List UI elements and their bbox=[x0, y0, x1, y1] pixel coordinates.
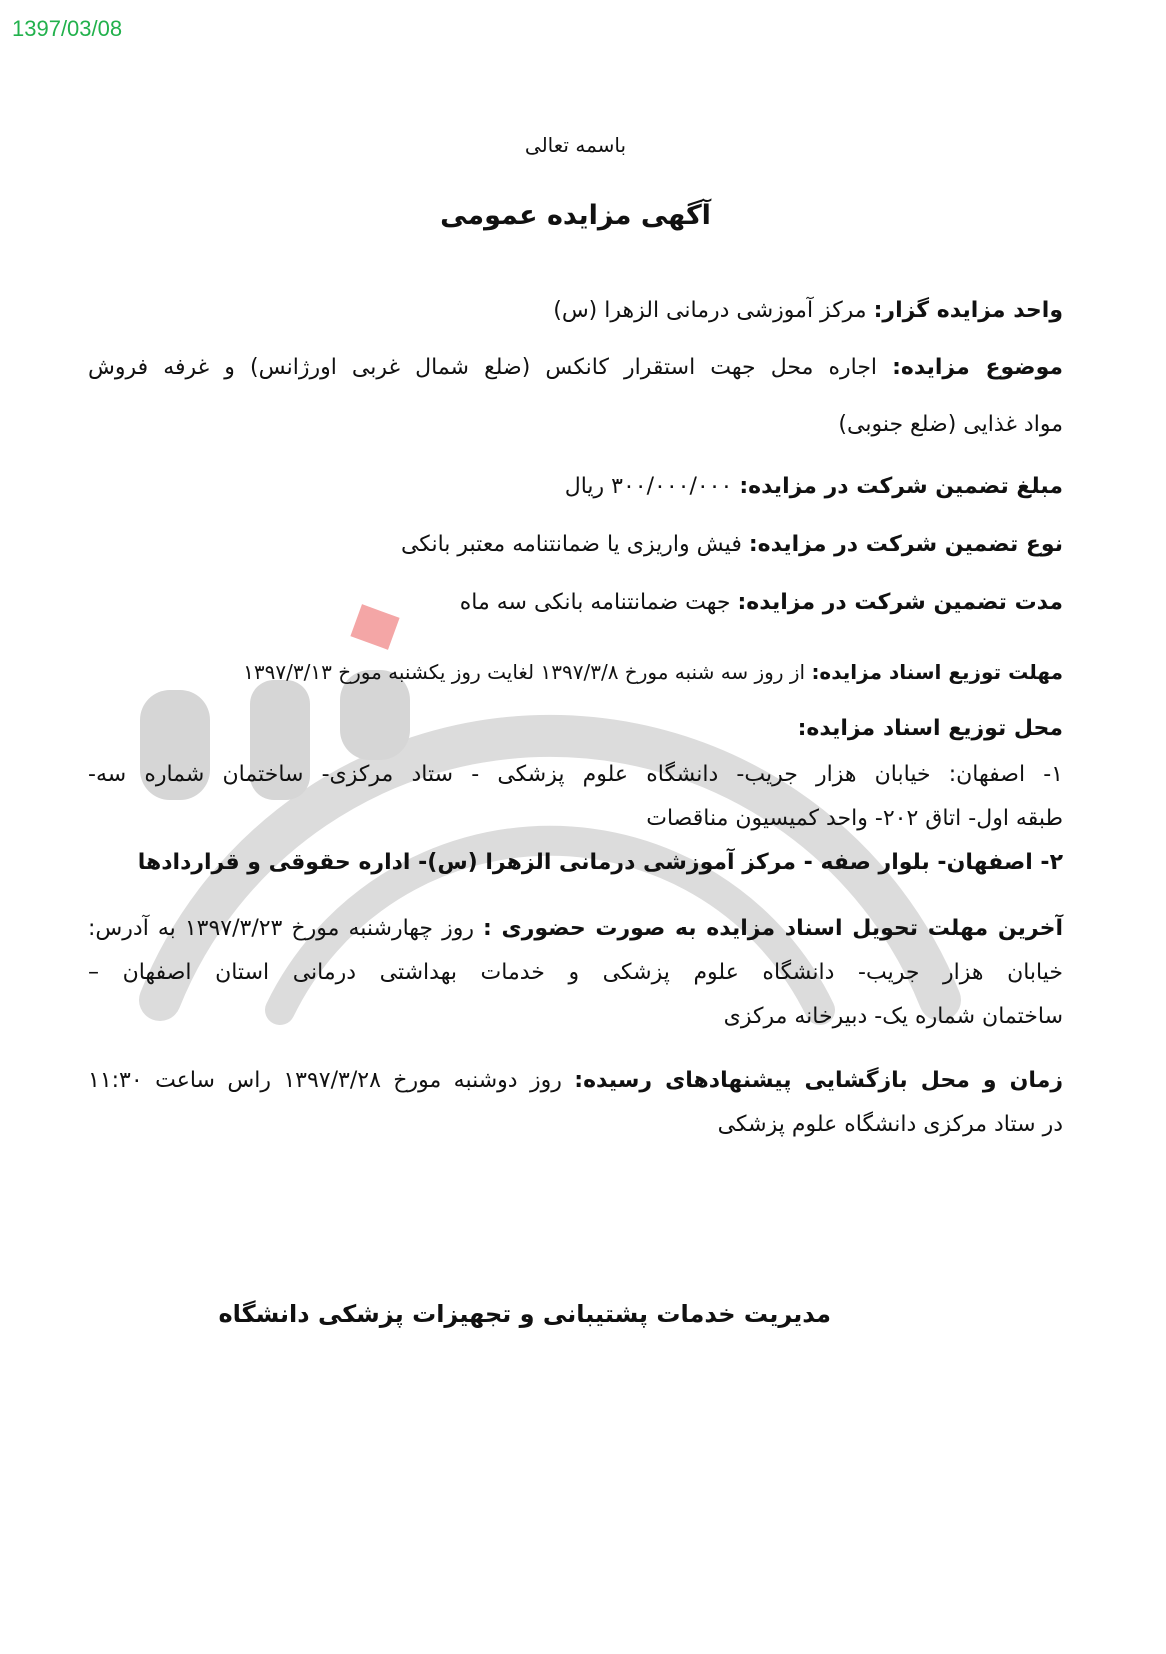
unit-row bbox=[88, 290, 1063, 332]
place-1-line-2: طبقه اول- اتاق ۲۰۲- واحد کمیسیون مناقصات bbox=[646, 806, 1063, 831]
distribution-period-row bbox=[88, 651, 1063, 693]
unit-label: واحد مزایده گزار: bbox=[873, 298, 1063, 323]
subject-value-line-1: اجاره محل جهت استقرار کانکس (ضلع شمال غربی اورژانس) و غرفه فروش bbox=[88, 355, 878, 380]
deadline-row bbox=[88, 908, 1063, 950]
place-1-row bbox=[88, 754, 1063, 796]
guarantee-type-row bbox=[88, 524, 1063, 566]
guarantee-duration-row bbox=[88, 582, 1063, 624]
date-stamp: 1397/03/08 bbox=[12, 16, 123, 41]
subject-value-line-2: مواد غذایی (ضلع جنوبی) bbox=[838, 412, 1063, 437]
guarantee-type-value: فیش واریزی یا ضمانتنامه معتبر بانکی bbox=[400, 532, 742, 557]
place-1-line-1: ۱- اصفهان: خیابان هزار جریب- دانشگاه علوم پزشکی - ستاد مرکزی- ساختمان شماره سه- bbox=[88, 762, 1063, 787]
opening-row-continued bbox=[88, 1104, 1063, 1146]
subject-label: موضوع مزایده: bbox=[892, 355, 1063, 380]
opening-value-line-1: روز دوشنبه مورخ ۱۳۹۷/۳/۲۸ راس ساعت ۱۱:۳۰ bbox=[88, 1068, 562, 1093]
place-1-row-continued bbox=[88, 798, 1063, 840]
invocation-heading: باسمه تعالی bbox=[524, 133, 627, 157]
subject-row bbox=[88, 347, 1063, 389]
signature-block: مدیریت خدمات پشتیبانی و تجهیزات پزشکی دانشگاه bbox=[218, 1300, 831, 1328]
guarantee-duration-value: جهت ضمانتنامه بانکی سه ماه bbox=[459, 590, 731, 615]
unit-value: مرکز آموزشی درمانی الزهرا (س) bbox=[553, 298, 867, 323]
deadline-value-line-3: ساختمان شماره یک- دبیرخانه مرکزی bbox=[723, 1004, 1063, 1029]
deadline-value-line-2: خیابان هزار جریب- دانشگاه علوم پزشکی و خدمات بهداشتی درمانی استان اصفهان – bbox=[88, 960, 1063, 985]
distribution-place-row bbox=[88, 708, 1063, 750]
distribution-period-value: از روز سه شنبه مورخ ۱۳۹۷/۳/۸ لغایت روز یکشنبه مورخ ۱۳۹۷/۳/۱۳ bbox=[243, 660, 806, 684]
distribution-period-label: مهلت توزیع اسناد مزایده: bbox=[811, 660, 1063, 684]
deadline-row-continued bbox=[88, 952, 1063, 994]
place-2-line: ۲- اصفهان- بلوار صفه - مرکز آموزشی درمانی الزهرا (س)- اداره حقوقی و قراردادها bbox=[137, 850, 1063, 875]
opening-value-line-2: در ستاد مرکزی دانشگاه علوم پزشکی bbox=[717, 1112, 1063, 1137]
guarantee-type-label: نوع تضمین شرکت در مزایده: bbox=[748, 532, 1063, 557]
deadline-value-line-1: روز چهارشنبه مورخ ۱۳۹۷/۳/۲۳ به آدرس: bbox=[88, 916, 474, 941]
distribution-place-label: محل توزیع اسناد مزایده: bbox=[797, 716, 1063, 741]
amount-row bbox=[88, 466, 1063, 508]
opening-row bbox=[88, 1060, 1063, 1102]
subject-row-continued bbox=[88, 404, 1063, 446]
opening-label: زمان و محل بازگشایی پیشنهادهای رسیده: bbox=[574, 1068, 1063, 1093]
deadline-label: آخرین مهلت تحویل اسناد مزایده به صورت حضوری : bbox=[483, 916, 1063, 941]
place-2-row bbox=[88, 842, 1063, 884]
amount-value: ۳۰۰/۰۰۰/۰۰۰ ریال bbox=[564, 474, 733, 499]
amount-label: مبلغ تضمین شرکت در مزایده: bbox=[739, 474, 1063, 499]
page-title: آگهی مزایده عمومی bbox=[440, 200, 711, 231]
guarantee-duration-label: مدت تضمین شرکت در مزایده: bbox=[737, 590, 1063, 615]
deadline-row-last bbox=[88, 996, 1063, 1038]
